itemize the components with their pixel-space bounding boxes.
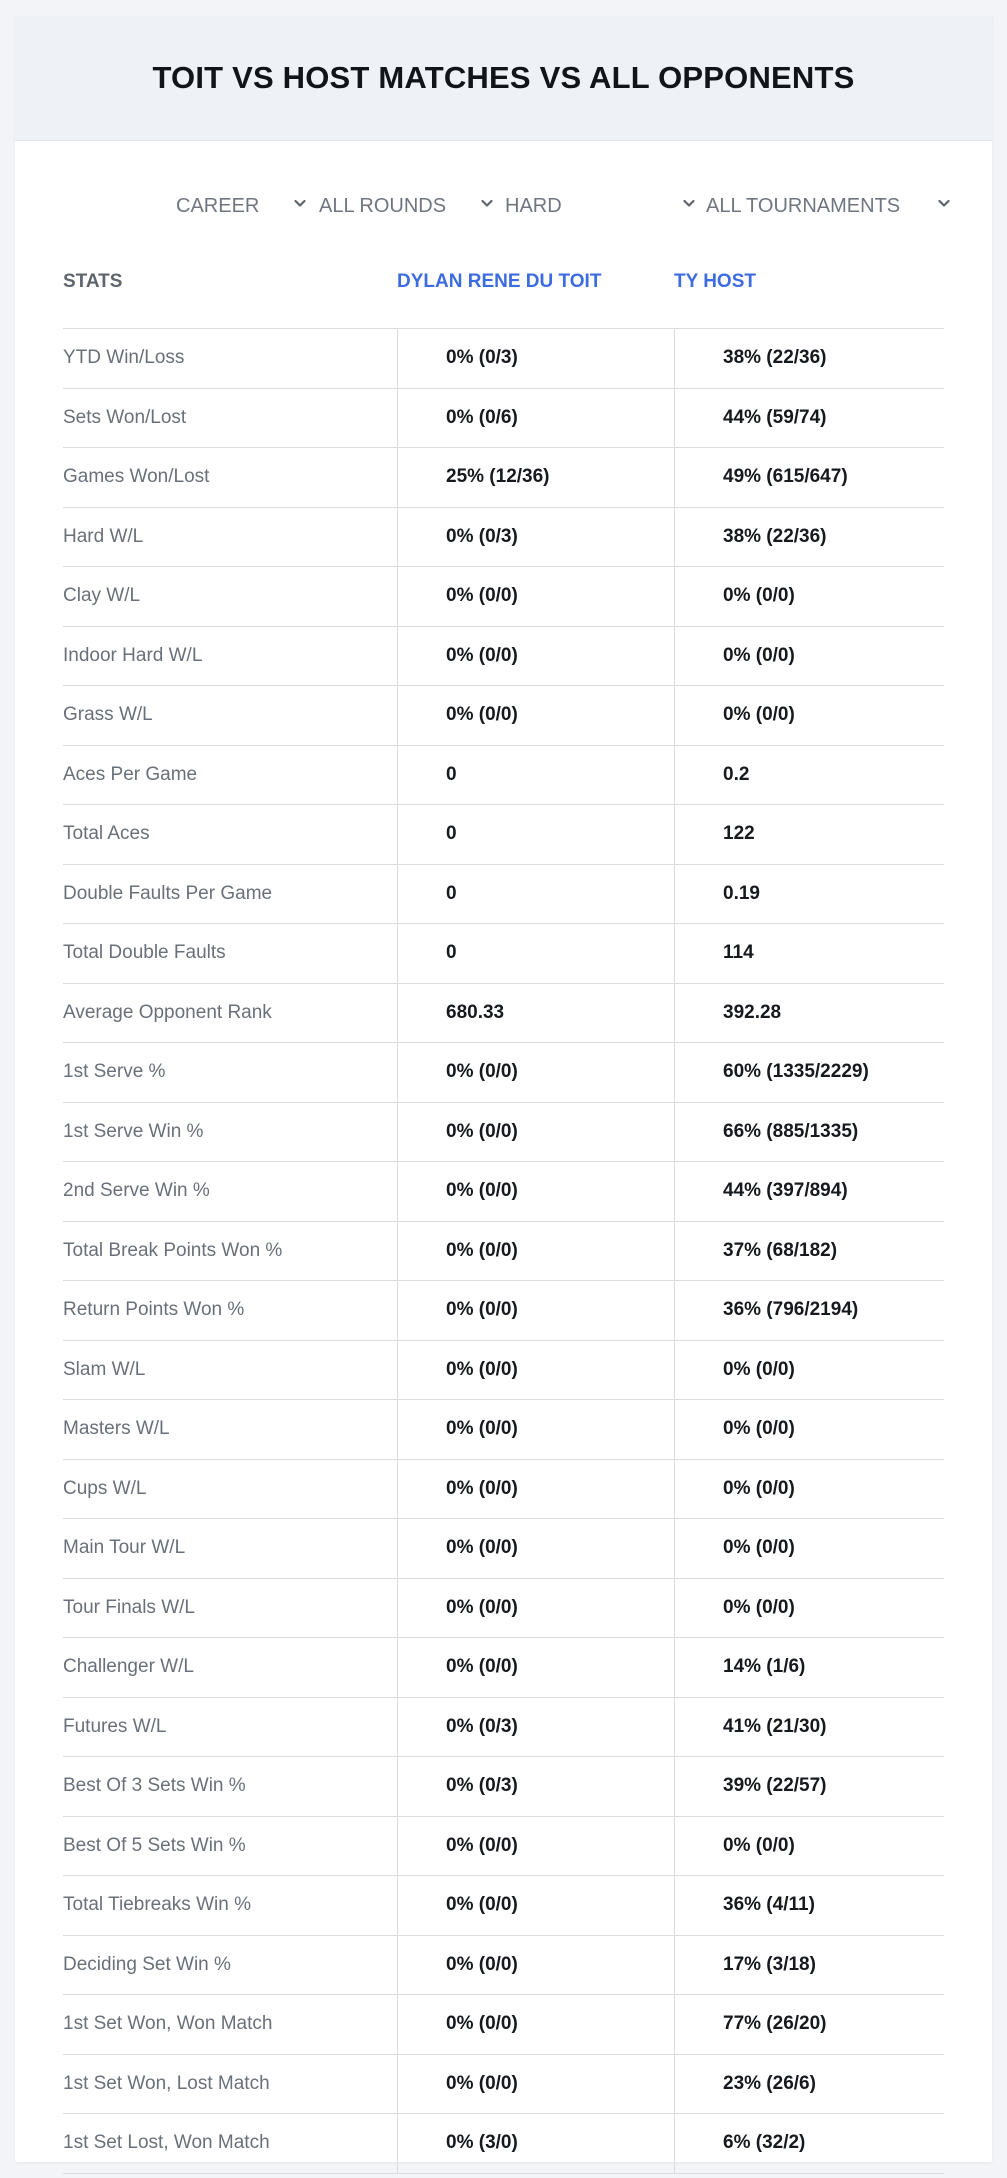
stat-label: 1st Serve % (63, 1061, 166, 1082)
stat-label: Total Aces (63, 823, 150, 844)
table-row (63, 1043, 944, 1103)
player1-value: 0% (0/0) (397, 627, 674, 686)
table-row (63, 1281, 944, 1341)
player1-value: 0 (397, 805, 674, 864)
table-row (63, 389, 944, 449)
stat-label: 1st Set Won, Lost Match (63, 2072, 270, 2094)
player2-value: 0% (0/0) (674, 1817, 944, 1876)
player2-value: 6% (32/2) (674, 2114, 944, 2173)
player1-value: 0% (0/0) (397, 1638, 674, 1697)
chevron-down-icon (481, 199, 491, 209)
stat-label: Aces Per Game (63, 763, 198, 785)
table-row (63, 2114, 944, 2174)
table-row (63, 1698, 944, 1758)
stat-label: Best Of 3 Sets Win % (63, 1775, 246, 1796)
stat-label: Main Tour W/L (63, 1537, 186, 1558)
chevron-down-icon (938, 199, 948, 209)
table-row (63, 1519, 944, 1579)
player1-value: 0% (0/6) (397, 389, 674, 448)
table-row (63, 805, 944, 865)
stat-label: YTD Win/Loss (63, 347, 185, 368)
player2-value: 0% (0/0) (674, 627, 944, 686)
stat-label: Tour Finals W/L (63, 1596, 195, 1618)
player2-value: 17% (3/18) (674, 1936, 944, 1995)
player1-value: 0% (0/0) (397, 1579, 674, 1638)
table-row (63, 1638, 944, 1698)
player1-value: 0% (0/0) (397, 1103, 674, 1162)
stat-label: 1st Set Lost, Won Match (63, 2132, 270, 2153)
stat-label: Clay W/L (63, 585, 141, 606)
stat-label: Average Opponent Rank (63, 1001, 272, 1023)
player1-value: 0% (0/3) (397, 329, 674, 388)
player1-value: 0 (397, 865, 674, 924)
player1-value: 0% (0/3) (397, 1757, 674, 1816)
stat-label: Total Break Points Won % (63, 1239, 283, 1261)
stat-label: Grass W/L (63, 704, 153, 725)
player1-value: 0% (0/0) (397, 1936, 674, 1995)
stat-label: Return Points Won % (63, 1299, 245, 1320)
player2-value: 44% (397/894) (674, 1162, 944, 1221)
player2-value: 14% (1/6) (674, 1638, 944, 1697)
stat-label: Slam W/L (63, 1358, 146, 1380)
player1-value: 0% (0/3) (397, 1698, 674, 1757)
table-row (63, 1341, 944, 1401)
stat-label: Double Faults Per Game (63, 882, 273, 904)
player2-value: 38% (22/36) (674, 508, 944, 567)
table-row (63, 1876, 944, 1936)
player2-value: 77% (26/20) (674, 1995, 944, 2054)
tournaments-select-value: ALL TOURNAMENTS (706, 194, 901, 217)
stat-label: Futures W/L (63, 1715, 167, 1737)
table-body (63, 329, 944, 2174)
player2-value: 60% (1335/2229) (674, 1043, 944, 1102)
table-row (63, 627, 944, 687)
table-row (63, 1757, 944, 1817)
player2-value: 37% (68/182) (674, 1222, 944, 1281)
player2-value: 0% (0/0) (674, 1460, 944, 1519)
chevron-down-icon (294, 199, 304, 209)
table-row (63, 329, 944, 389)
player2-value: 0% (0/0) (674, 1341, 944, 1400)
player1-value: 0% (0/0) (397, 1400, 674, 1459)
stat-label: Total Tiebreaks Win % (63, 1894, 251, 1915)
header-player1-link[interactable]: DYLAN RENE DU TOIT (397, 271, 602, 292)
player2-value: 0% (0/0) (674, 1400, 944, 1459)
player1-value: 0% (0/0) (397, 567, 674, 626)
player2-value: 38% (22/36) (674, 329, 944, 388)
stats-card (15, 16, 992, 2162)
player1-value: 0% (0/0) (397, 1162, 674, 1221)
rounds-select-value: ALL ROUNDS (319, 194, 447, 217)
table-row (63, 686, 944, 746)
tournaments-select[interactable] (706, 186, 956, 226)
table-row (63, 2055, 944, 2115)
header-player2-link[interactable]: TY HOST (674, 271, 756, 292)
player2-value: 66% (885/1335) (674, 1103, 944, 1162)
table-row (63, 508, 944, 568)
stat-label: 1st Serve Win % (63, 1120, 204, 1142)
player2-value: 39% (22/57) (674, 1757, 944, 1816)
period-select[interactable] (176, 186, 326, 226)
card-header (15, 16, 992, 141)
player2-value: 0.19 (674, 865, 944, 924)
stat-label: Masters W/L (63, 1418, 170, 1439)
table-row (63, 865, 944, 925)
table-row (63, 1400, 944, 1460)
player2-value: 122 (674, 805, 944, 864)
player1-value: 0% (0/0) (397, 1817, 674, 1876)
page-title: TOIT VS HOST MATCHES VS ALL OPPONENTS (152, 60, 855, 95)
table-row (63, 924, 944, 984)
player1-value: 680.33 (397, 984, 674, 1043)
table-row (63, 1817, 944, 1877)
stat-label: 1st Set Won, Won Match (63, 2013, 273, 2034)
rounds-select[interactable] (319, 186, 499, 226)
table-row (63, 1936, 944, 1996)
stat-label: Cups W/L (63, 1477, 147, 1499)
player2-value: 392.28 (674, 984, 944, 1043)
table-row (63, 1103, 944, 1163)
stats-table (63, 256, 944, 2174)
player1-value: 0% (0/0) (397, 1876, 674, 1935)
stat-label: Best Of 5 Sets Win % (63, 1834, 246, 1856)
player2-value: 114 (674, 924, 944, 983)
player1-value: 0 (397, 924, 674, 983)
stat-label: Challenger W/L (63, 1656, 194, 1677)
player2-value: 23% (26/6) (674, 2055, 944, 2114)
table-row (63, 1222, 944, 1282)
player2-value: 36% (796/2194) (674, 1281, 944, 1340)
player1-value: 0% (0/0) (397, 1995, 674, 2054)
stat-label: Sets Won/Lost (63, 406, 187, 428)
table-row (63, 746, 944, 806)
table-row (63, 448, 944, 508)
player2-value: 44% (59/74) (674, 389, 944, 448)
player2-value: 41% (21/30) (674, 1698, 944, 1757)
player2-value: 36% (4/11) (674, 1876, 944, 1935)
period-select-value: CAREER (176, 194, 260, 217)
player1-value: 0% (0/3) (397, 508, 674, 567)
player2-value: 0% (0/0) (674, 1519, 944, 1578)
table-row (63, 984, 944, 1044)
table-row (63, 1579, 944, 1639)
table-row (63, 1460, 944, 1520)
player1-value: 0 (397, 746, 674, 805)
player1-value: 0% (0/0) (397, 1519, 674, 1578)
chevron-down-icon (683, 199, 693, 209)
player2-value: 0.2 (674, 746, 944, 805)
player1-value: 0% (3/0) (397, 2114, 674, 2173)
table-header (63, 256, 944, 329)
stat-label: Games Won/Lost (63, 466, 210, 487)
player1-value: 0% (0/0) (397, 2055, 674, 2114)
header-stats: STATS (63, 271, 123, 292)
table-row (63, 1995, 944, 2055)
table-row (63, 567, 944, 627)
player1-value: 0% (0/0) (397, 1460, 674, 1519)
player2-value: 0% (0/0) (674, 686, 944, 745)
stat-label: Hard W/L (63, 525, 144, 547)
filter-bar (15, 186, 992, 226)
player1-value: 0% (0/0) (397, 1222, 674, 1281)
surface-select[interactable] (505, 186, 705, 226)
player1-value: 0% (0/0) (397, 1341, 674, 1400)
player1-value: 0% (0/0) (397, 1043, 674, 1102)
player1-value: 0% (0/0) (397, 1281, 674, 1340)
stat-label: Indoor Hard W/L (63, 644, 203, 666)
player1-value: 0% (0/0) (397, 686, 674, 745)
stat-label: Total Double Faults (63, 942, 226, 963)
stat-label: 2nd Serve Win % (63, 1180, 210, 1201)
surface-select-value: HARD (505, 194, 562, 217)
table-row (63, 1162, 944, 1222)
player2-value: 49% (615/647) (674, 448, 944, 507)
stat-label: Deciding Set Win % (63, 1953, 231, 1975)
player2-value: 0% (0/0) (674, 1579, 944, 1638)
player1-value: 25% (12/36) (397, 448, 674, 507)
player2-value: 0% (0/0) (674, 567, 944, 626)
